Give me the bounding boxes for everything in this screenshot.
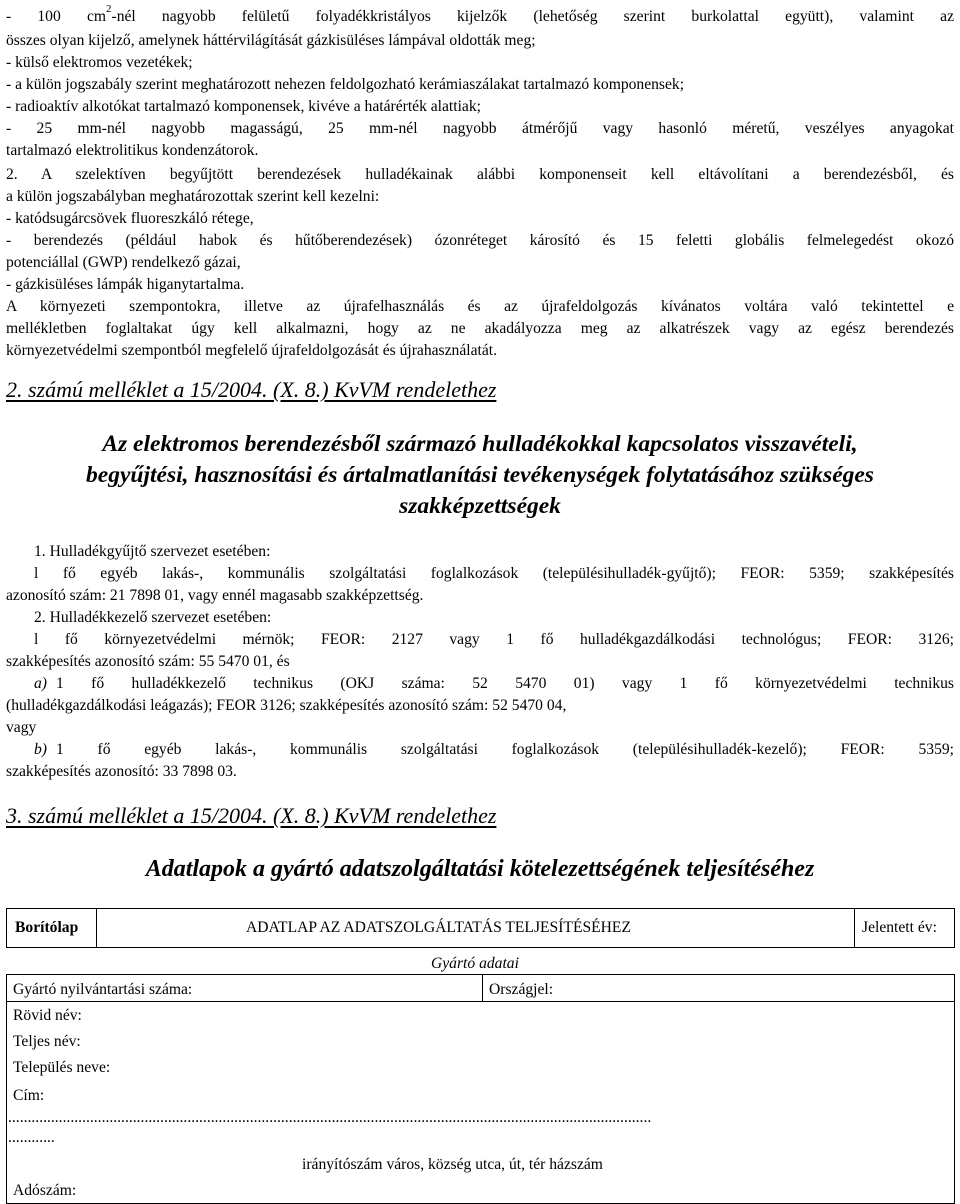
address-hint: irányítószám város, község utca, út, tér házszám: [302, 1156, 603, 1173]
paragraph-3-line2: mellékletben foglaltakat úgy kell alkalmazni, hogy az ne akadályozza meg az alkatrészek vagy az egész berendezés: [6, 320, 954, 337]
paragraph-3-line1: A környezeti szempontokra, illetve az újrafelhasználás és az újrafeldolgozás kívánatos voltára való tekintettel e: [6, 298, 954, 315]
annex-2-heading-line1: Az elektromos berendezésből származó hulladékokkal kapcsolatos visszavételi,: [102, 431, 858, 457]
full-name-label[interactable]: Teljes név:: [13, 1033, 81, 1050]
registration-no-label[interactable]: Gyártó nyilvántartási száma:: [13, 981, 193, 998]
registration-divider: [482, 974, 483, 1001]
option-a-label: a): [34, 675, 47, 692]
annex-2-heading-line3: szakképzettségek: [399, 493, 561, 519]
list-item-capacitors-line1: - 25 mm-nél nagyobb magasságú, 25 mm-nél nagyobb átmérőjű vagy hasonló méretű, veszélyes anyagokat: [6, 120, 954, 137]
list-item-mercury: - gázkisüléses lámpák higanytartalma.: [6, 276, 245, 293]
address-dots-short: ............: [8, 1129, 55, 1146]
section-2-line2: szakképesítés azonosító szám: 55 5470 01, és: [6, 653, 290, 670]
option-b-label: b): [34, 741, 47, 758]
annex-2-title: 2. számú melléklet a 15/2004. (X. 8.) KvVM rendelethez: [6, 377, 497, 402]
list-item-crt: - katódsugárcsövek fluoreszkáló rétege,: [6, 210, 254, 227]
section-1-line1: l fő egyéb lakás-, kommunális szolgáltatási foglalkozások (településihulladék-gyűjtő); FEOR: 5359; szakképesítés: [34, 565, 954, 582]
annex-2-heading: [6, 429, 954, 522]
annex-2-heading-line2: begyűjtési, hasznosítási és ártalmatlanítási tevékenységek folytatásához szükséges: [86, 462, 874, 488]
list-item-lcd-line1: [6, 3, 954, 29]
text-cm: - 100 cm: [6, 8, 106, 25]
list-item-gases-line2: potenciállal (GWP) rendelkező gázai,: [6, 254, 241, 271]
paragraph-3-line3: környezetvédelmi szempontból megfelelő újrafeldolgozását és újrahasználatát.: [6, 342, 498, 359]
paragraph-2-line2: a külön jogszabályban meghatározottak szerint kell kezelni:: [6, 188, 380, 205]
address-dots-line: .....................................................................................................................................................................: [8, 1109, 652, 1126]
settlement-label[interactable]: Település neve:: [13, 1059, 111, 1076]
sheet-title: ADATLAP AZ ADATSZOLGÁLTATÁS TELJESÍTÉSÉHEZ: [246, 919, 631, 936]
section-2-title: 2. Hulladékkezelő szervezet esetében:: [34, 609, 272, 626]
section-1-title: 1. Hulladékgyűjtő szervezet esetében:: [34, 543, 271, 560]
list-item-ceramic-fibres: - a külön jogszabály szerint meghatározott nehezen feldolgozható kerámiaszálakat tartalmazó komponensek;: [6, 76, 685, 93]
tax-no-label[interactable]: Adószám:: [13, 1182, 77, 1199]
country-code-label[interactable]: Országjel:: [489, 981, 554, 998]
list-item-lcd-line2: összes olyan kijelző, amelynek háttérvilágítását gázkisüléses lámpával oldották meg;: [6, 32, 536, 49]
reported-year-label: Jelentett év:: [862, 919, 937, 936]
or-word: vagy: [6, 719, 37, 736]
cover-label: Borítólap: [15, 919, 79, 936]
option-a-line1: 1 fő hulladékkezelő technikus (OKJ száma: 52 5470 01) vagy 1 fő környezetvédelmi technikus: [56, 675, 954, 692]
list-item-gases-line1: - berendezés (például habok és hűtőberendezések) ózonréteget károsító és 15 feletti globális felmelegedést okozó: [6, 232, 954, 249]
text-lcd: -nél nagyobb felületű folyadékkristályos kijelzők (lehetőség szerint burkolattal együtt), valamint az: [111, 8, 954, 25]
list-item-radioactive: - radioaktív alkotókat tartalmazó komponensek, kivéve a határérték alattiak;: [6, 98, 481, 115]
manufacturer-section-title: Gyártó adatai: [431, 955, 519, 972]
section-2-line1: l fő környezetvédelmi mérnök; FEOR: 2127 vagy 1 fő hulladékgazdálkodási technológus; FEOR: 3126;: [34, 631, 954, 648]
short-name-label[interactable]: Rövid név:: [13, 1007, 82, 1024]
list-item-cables: - külső elektromos vezetékek;: [6, 54, 193, 71]
annex-3-title: 3. számú melléklet a 15/2004. (X. 8.) KvVM rendelethez: [6, 803, 497, 828]
list-item-capacitors-line2: tartalmazó elektrolitikus kondenzátorok.: [6, 142, 259, 159]
registration-row-line: [6, 1001, 955, 1002]
option-b-line2: szakképesítés azonosító: 33 7898 03.: [6, 763, 237, 780]
option-b-line1: 1 fő egyéb lakás-, kommunális szolgáltatási foglalkozások (településihulladék-kezelő); FEOR: 5359;: [56, 741, 954, 758]
section-1-line2: azonosító szám: 21 7898 01, vagy ennél magasabb szakképzettség.: [6, 587, 424, 604]
address-label[interactable]: Cím:: [13, 1087, 45, 1104]
annex-3-heading: Adatlapok a gyártó adatszolgáltatási kötelezettségének teljesítéséhez: [145, 856, 815, 882]
option-a-line2: (hulladékgazdálkodási leágazás); FEOR 3126; szakképesítés azonosító szám: 52 5470 04,: [6, 697, 567, 714]
paragraph-2-line1: 2. A szelektíven begyűjtött berendezések hulladékainak alábbi komponenseit kell eltávolítani a berendezésből, és: [6, 166, 954, 183]
superscript-2: 2: [106, 3, 112, 15]
